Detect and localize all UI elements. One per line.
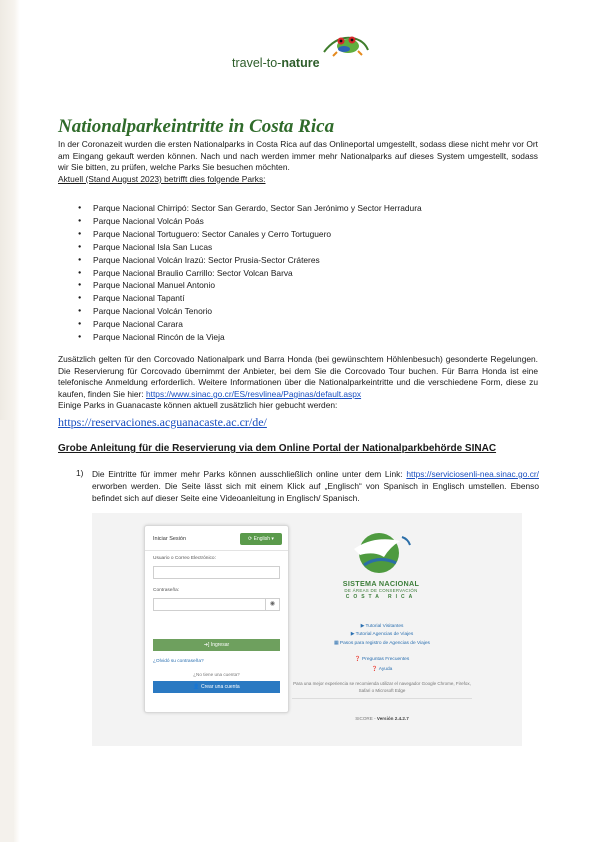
faq-link[interactable]: ❓ Preguntas Frecuentes bbox=[354, 657, 410, 662]
left-decor-strip-lower bbox=[0, 420, 14, 842]
list-item: ● Parque Nacional Volcán Poás bbox=[78, 215, 518, 228]
extra-text-2: Einige Parks in Guanacaste können aktuell zusätzlich hier gebucht werden: bbox=[58, 400, 338, 411]
list-item: ● Parque Nacional Volcán Irazú: Sector Prusia-Sector Cráteres bbox=[78, 254, 518, 267]
list-item: ● Parque Nacional Braulio Carrillo: Sector Volcan Barva bbox=[78, 267, 518, 280]
list-item: ● Parque Nacional Rincón de la Vieja bbox=[78, 331, 518, 344]
intro-underlined: Aktuell (Stand August 2023) betrifft dies folgende Parks: bbox=[58, 173, 266, 184]
step-text-before: Die Eintritte für immer mehr Parks können ausschließlich online unter dem Link: bbox=[92, 469, 407, 479]
step-text-after: erworben werden. Die Seite lässt sich mit einem Klick auf „Englisch“ von Spanisch in Englisch umstellen. Ebenso befindet sich auf dieser Seite eine Videoanleitung in Englisch/ Spanisch. bbox=[92, 481, 539, 504]
user-input[interactable] bbox=[153, 566, 280, 579]
sinac-title: SISTEMA NACIONAL bbox=[342, 579, 420, 588]
parks-list bbox=[78, 202, 518, 344]
extra-paragraph bbox=[58, 354, 538, 412]
eye-icon[interactable]: ◉ bbox=[265, 599, 279, 610]
list-item: ● Parque Nacional Carara bbox=[78, 318, 518, 331]
login-button[interactable]: ➔] Ingresar bbox=[153, 639, 280, 651]
version-text: SICORE - Versión 2.4.2.7 bbox=[355, 716, 409, 721]
divider bbox=[145, 550, 288, 551]
list-item: ● Parque Nacional Tortuguero: Sector Canales y Cerro Tortuguero bbox=[78, 228, 518, 241]
agency-registration-link[interactable]: ▦ Pasos para registro de Agencias de Viajes bbox=[334, 641, 430, 646]
list-item: ● Parque Nacional Volcán Tenorio bbox=[78, 305, 518, 318]
divider bbox=[292, 698, 472, 699]
login-panel bbox=[144, 525, 289, 713]
list-item: ● Parque Nacional Tapantí bbox=[78, 292, 518, 305]
sinac-country: COSTA RICA bbox=[345, 594, 417, 600]
sinac-logo-icon bbox=[344, 527, 414, 577]
page-title: Nationalparkeintritte in Costa Rica bbox=[58, 116, 335, 137]
online-portal-link[interactable]: https://serviciosenli-nea.sinac.go.cr/ bbox=[406, 469, 539, 479]
step-text bbox=[92, 468, 539, 505]
password-input[interactable] bbox=[153, 598, 280, 611]
sinac-subtitle: DE ÁREAS DE CONSERVACIÓN bbox=[344, 588, 418, 593]
password-label: Contraseña: bbox=[153, 588, 180, 593]
login-header: Iniciar Sesión bbox=[153, 536, 187, 542]
no-account-text: ¿No tiene una cuenta? bbox=[193, 672, 240, 677]
browser-note: Para una mejor experiencia se recomienda utilizar el navegador Google Chrome, Firefox, Safari o Microsoft Edge bbox=[293, 681, 471, 693]
tutorial-visitors-link[interactable]: ▶ Tutorial Visitantes bbox=[360, 624, 404, 629]
frog-icon bbox=[322, 30, 370, 60]
intro-text: In der Coronazeit wurden die ersten Nationalparks in Costa Rica auf das Onlineportal umgestellt, sodass diese nicht mehr vor Ort am Eingang gekauft werden können. Nach und nach werden immer mehr Nationalparks auf dieses System umgestellt, sodass wir Sie bitten, zu prüfen, welche Parks Sie besuchen möchten. bbox=[58, 139, 538, 173]
guanacaste-link[interactable]: https://reservaciones.acguanacaste.ac.cr/de/ bbox=[58, 415, 267, 429]
step-number: 1) bbox=[76, 468, 84, 478]
extra-text: Zusätzlich gelten für den Corcovado Nationalpark und Barra Honda (bei gewünschtem Höhlenbesuch) gesonderte Regelungen. Die Reservierung für Corcovado übernimmt der Anbieter, bei dem Sie die Corcovado Tour buchen. Für Barra Honda ist eine telefonische Anmeldung erforderlich. Weitere Informationen über die Nationalparkeintritte und die verschiedene Form, diese zu kaufen, finden Sie hier: bbox=[58, 354, 538, 399]
help-link[interactable]: ❓ Ayuda bbox=[371, 667, 393, 672]
create-account-button[interactable]: 👤 Crear una cuenta bbox=[153, 681, 280, 693]
list-item: ● Parque Nacional Isla San Lucas bbox=[78, 241, 518, 254]
forgot-password-link[interactable]: ¿Olvidó su contraseña? bbox=[153, 659, 204, 664]
list-item: ● Parque Nacional Chirripó: Sector San Gerardo, Sector San Jerónimo y Sector Herradura bbox=[78, 202, 518, 215]
language-button[interactable]: ⟳ English ▾ bbox=[240, 533, 282, 545]
tutorial-agencies-link[interactable]: ▶ Tutorial Agencias de Viajes bbox=[350, 632, 414, 637]
intro-paragraph bbox=[58, 139, 538, 185]
list-item: ● Parque Nacional Manuel Antonio bbox=[78, 279, 518, 292]
portal-screenshot bbox=[92, 513, 522, 746]
section-heading: Grobe Anleitung für die Reservierung via dem Online Portal der Nationalparkbehörde SINAC bbox=[58, 443, 497, 454]
brand-logo bbox=[232, 30, 372, 78]
logo-text: travel-to-nature bbox=[232, 56, 320, 70]
sinac-info-link[interactable]: https://www.sinac.go.cr/ES/resvlinea/Paginas/default.aspx bbox=[146, 388, 362, 399]
user-label: Usuario o Correo Electrónico: bbox=[153, 556, 216, 561]
